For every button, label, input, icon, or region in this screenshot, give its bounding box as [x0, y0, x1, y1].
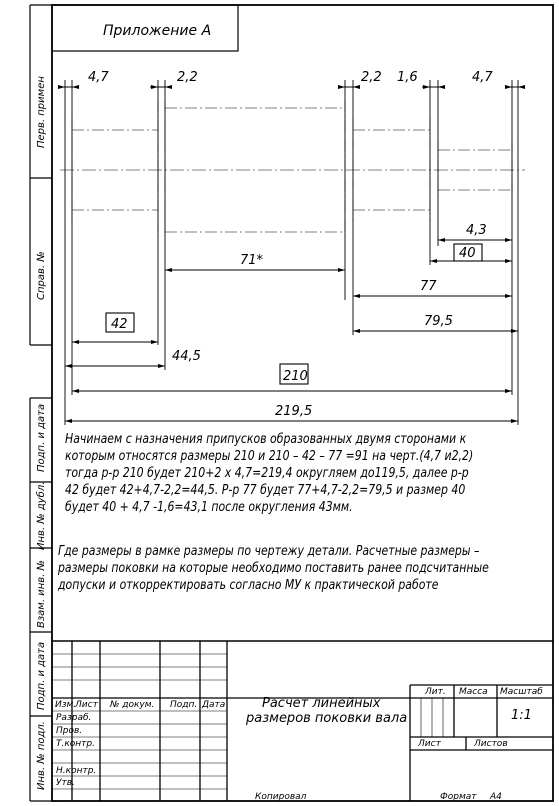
listov-label: Листов — [474, 739, 508, 749]
list-label: Лист — [418, 739, 441, 749]
col-list: Лист — [75, 700, 98, 710]
row-nkontr: Н.контр. — [56, 766, 97, 776]
side-label-vzam-inv: Взам. инв. № — [36, 560, 47, 628]
row-utv: Утв. — [56, 778, 75, 788]
text-line: которым относятся размеры 210 и 210 – 42 – 77 =91 на черт.(4,7 и2,2) — [65, 449, 474, 464]
side-label-sprav-no: Справ. № — [36, 251, 47, 300]
dim-4-7-left: 4,7 — [88, 70, 109, 85]
dim-1-6: 1,6 — [397, 70, 418, 85]
col-izm: Изм. — [55, 700, 77, 710]
dim-79-5: 79,5 — [424, 314, 453, 329]
dim-77: 77 — [420, 279, 437, 294]
dim-4-3: 4,3 — [466, 223, 487, 238]
row-prov: Пров. — [56, 726, 83, 736]
row-tkontr: Т.контр. — [56, 739, 96, 749]
format-value: А4 — [490, 792, 502, 802]
dim-219-5: 219,5 — [275, 404, 313, 419]
dim-2-2-right: 2,2 — [361, 70, 382, 85]
kopiroval-label: Копировал — [255, 792, 307, 802]
side-label-podp-data-1: Подп. и дата — [36, 403, 47, 472]
side-label-inv-podl: Инв. № подл. — [36, 721, 47, 790]
appendix-title: Приложение А — [103, 23, 212, 39]
lit-label: Лит. — [425, 687, 446, 697]
dim-4-7-right: 4,7 — [472, 70, 493, 85]
masshtab-label: Масштаб — [500, 687, 543, 697]
doc-title-line1: Расчет линейных — [262, 696, 381, 711]
dim-42: 42 — [111, 317, 128, 332]
col-podp: Подп. — [170, 700, 198, 710]
dim-40: 40 — [459, 246, 476, 261]
col-data: Дата — [202, 700, 226, 710]
text-line: будет 40 + 4,7 -1,6=43,1 после округления 43мм. — [65, 500, 353, 515]
text-line: 42 будет 42+4,7-2,2=44,5. Р-р 77 будет 77+4,7-2,2=79,5 и размер 40 — [65, 483, 466, 498]
format-label: Формат — [440, 792, 477, 802]
text-block-1 — [65, 431, 473, 516]
scale-value: 1:1 — [511, 708, 532, 723]
text-line: Начинаем с назначения припусков образованных двумя сторонами к — [65, 432, 467, 447]
side-label-perv-primen: Перв. примен — [36, 76, 47, 148]
dim-2-2-left: 2,2 — [177, 70, 198, 85]
dim-44-5: 44,5 — [172, 349, 201, 364]
text-line: размеры поковки на которые необходимо поставить ранее подсчитанные — [58, 561, 489, 576]
dim-210: 210 — [283, 369, 308, 384]
col-doc: № докум. — [110, 700, 155, 710]
text-line: тогда р-р 210 будет 210+2 х 4,7=219,4 округляем до119,5, далее р-р — [65, 466, 469, 481]
text-line: Где размеры в рамке размеры по чертежу детали. Расчетные размеры – — [58, 544, 480, 559]
massa-label: Масса — [459, 687, 488, 697]
row-razrab: Разраб. — [56, 713, 92, 723]
dim-71: 71* — [240, 253, 264, 268]
doc-title-line2: размеров поковки вала — [246, 711, 408, 726]
side-label-inv-dubl: Инв. № дубл. — [36, 481, 47, 550]
side-label-podp-data-2: Подп. и дата — [36, 641, 47, 710]
text-line: допуски и откорректировать согласно МУ к практической работе — [58, 578, 439, 593]
text-block-2 — [58, 543, 489, 594]
